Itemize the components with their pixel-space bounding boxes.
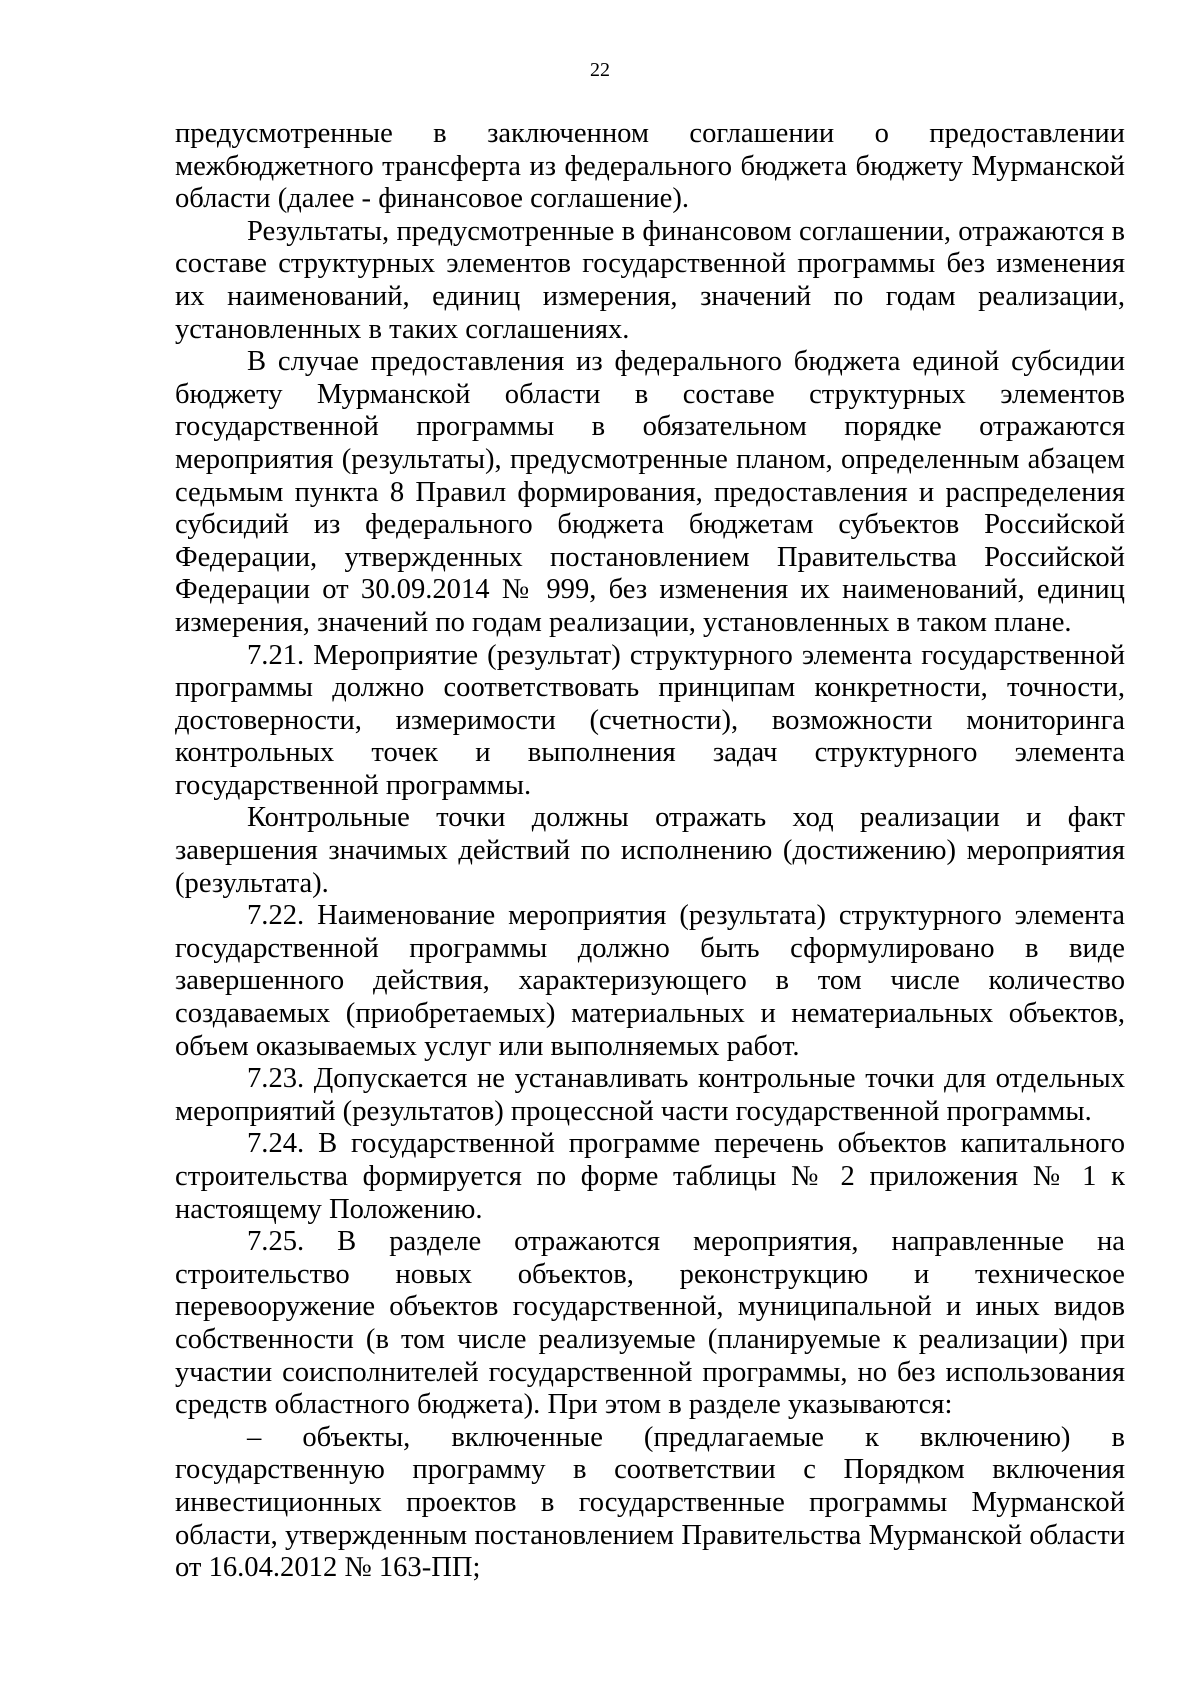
paragraph: – объекты, включенные (предлагаемые к включению) в государственную программу в соответствии с Порядком включения инвестиционных проектов в государственные программы Мурманской области, утвержденным постановлением Правительства Мурманской области от 16.04.2012 № 163-ПП; [175, 1421, 1125, 1584]
paragraph: Результаты, предусмотренные в финансовом соглашении, отражаются в составе структурных элементов государственной программы без изменения их наименований, единиц измерения, значений по годам реализации, установленных в таких соглашениях. [175, 215, 1125, 345]
page-number: 22 [590, 59, 610, 81]
paragraph: В случае предоставления из федерального бюджета единой субсидии бюджету Мурманской области в составе структурных элементов государственной программы в обязательном порядке отражаются мероприятия (результаты), предусмотренные планом, определенным абзацем седьмым пункта 8 Правил формирования, предоставления и распределения субсидий из федерального бюджета бюджетам субъектов Российской Федерации, утвержденных постановлением Правительства Российской Федерации от 30.09.2014 № 999, без изменения их наименований, единиц измерения, значений по годам реализации, установленных в таком плане. [175, 346, 1125, 638]
paragraph: 7.23. Допускается не устанавливать контрольные точки для отдельных мероприятий (результатов) процессной части государственной программы. [175, 1063, 1125, 1127]
paragraph: 7.25. В разделе отражаются мероприятия, направленные на строительство новых объектов, реконструкцию и техническое перевооружение объектов государственной, муниципальной и иных видов собственности (в том числе реализуемые (планируемые к реализации) при участии соисполнителей государственной программы, но без использования средств областного бюджета). При этом в разделе указываются: [175, 1226, 1125, 1421]
paragraph: 7.21. Мероприятие (результат) структурного элемента государственной программы должно соответствовать принципам конкретности, точности, достоверности, измеримости (счетности), возможности мониторинга контрольных точек и выполнения задач структурного элемента государственной программы. [175, 639, 1125, 801]
paragraph: 7.24. В государственной программе перечень объектов капитального строительства формируется по форме таблицы № 2 приложения № 1 к настоящему Положению. [175, 1128, 1125, 1225]
paragraph: предусмотренные в заключенном соглашении о предоставлении межбюджетного трансферта из федерального бюджета бюджету Мурманской области (далее - финансовое соглашение). [175, 118, 1125, 215]
document-body [175, 118, 1125, 1585]
paragraph: 7.22. Наименование мероприятия (результата) структурного элемента государственной программы должно быть сформулировано в виде завершенного действия, характеризующего в том числе количество создаваемых (приобретаемых) материальных и нематериальных объектов, объем оказываемых услуг или выполняемых работ. [175, 900, 1125, 1062]
paragraph: Контрольные точки должны отражать ход реализации и факт завершения значимых действий по исполнению (достижению) мероприятия (результата). [175, 802, 1125, 899]
